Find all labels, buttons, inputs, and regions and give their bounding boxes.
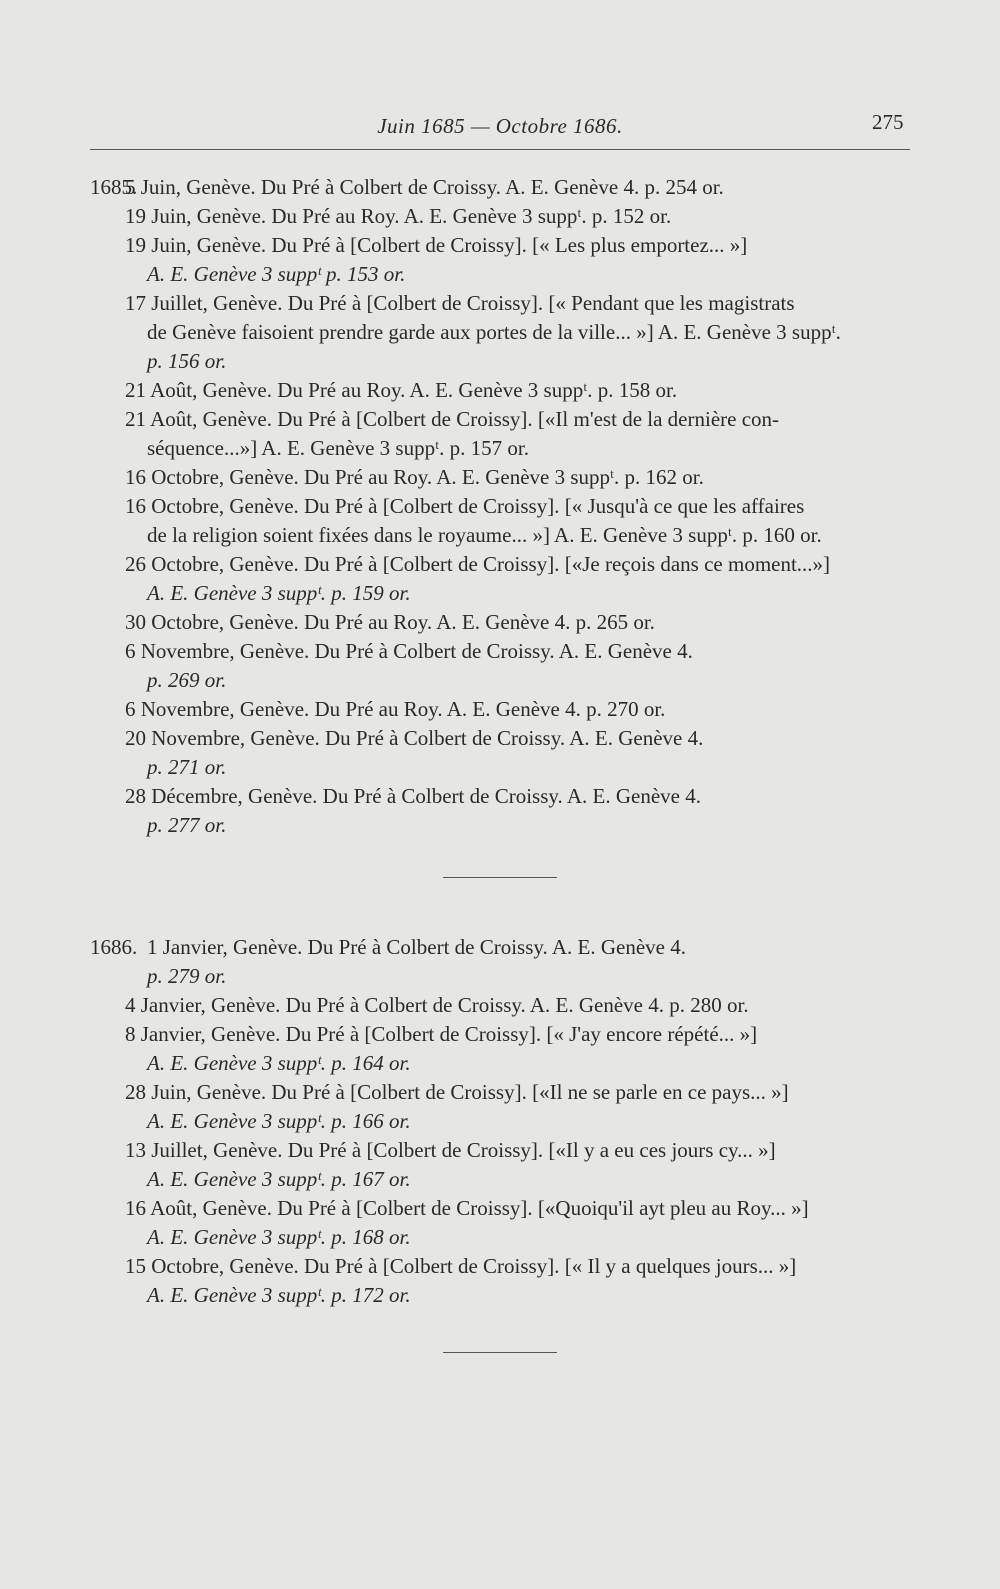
header-rule (90, 149, 910, 150)
entry-line (0, 230, 1000, 260)
entry-text: A. E. Genève 3 suppᵗ. p. 168 or. (147, 1225, 411, 1249)
year-label: 1686. (90, 935, 138, 959)
entry-line (0, 172, 1000, 202)
entry-line (0, 932, 1000, 962)
entry-text: 4 Janvier, Genève. Du Pré à Colbert de Croissy. A. E. Genève 4. p. 280 or. (125, 993, 749, 1017)
entry-text: A. E. Genève 3 suppᵗ. p. 164 or. (147, 1051, 411, 1075)
entry-text: A. E. Genève 3 suppᵗ. p. 166 or. (147, 1109, 411, 1133)
entry-line (0, 752, 1000, 782)
section-separator (443, 1352, 557, 1353)
entry-text: 6 Novembre, Genève. Du Pré au Roy. A. E. Genève 4. p. 270 or. (125, 697, 666, 721)
entry-text: 28 Décembre, Genève. Du Pré à Colbert de Croissy. A. E. Genève 4. (125, 784, 701, 808)
entry-line (0, 375, 1000, 405)
entry-text: p. 271 or. (147, 755, 227, 779)
entry-line (0, 288, 1000, 318)
entry-text: p. 277 or. (147, 813, 227, 837)
entry-line (0, 346, 1000, 376)
entry-line (0, 1251, 1000, 1281)
entry-line (0, 1135, 1000, 1165)
entry-line (0, 1048, 1000, 1078)
entry-line (0, 1193, 1000, 1223)
entry-line (0, 520, 1000, 550)
entry-line (0, 810, 1000, 840)
entry-text: 8 Janvier, Genève. Du Pré à [Colbert de Croissy]. [« J'ay encore répété... »] (125, 1022, 758, 1046)
section-separator (443, 877, 557, 878)
entry-text: 16 Octobre, Genève. Du Pré au Roy. A. E. Genève 3 suppᵗ. p. 162 or. (125, 465, 704, 489)
entry-text: de Genève faisoient prendre garde aux portes de la ville... »] A. E. Genève 3 suppᵗ. (147, 320, 841, 344)
entry-text: 16 Août, Genève. Du Pré à [Colbert de Croissy]. [«Quoiqu'il ayt pleu au Roy... »] (125, 1196, 809, 1220)
entry-text: séquence...»] A. E. Genève 3 suppᵗ. p. 157 or. (147, 436, 529, 460)
entry-text: 26 Octobre, Genève. Du Pré à [Colbert de Croissy]. [«Je reçois dans ce moment...»] (125, 552, 831, 576)
entry-line (0, 462, 1000, 492)
page-number: 275 (872, 110, 904, 134)
entry-text: 5 Juin, Genève. Du Pré à Colbert de Croissy. A. E. Genève 4. p. 254 or. (125, 175, 724, 199)
entry-line (0, 317, 1000, 347)
entry-text: p. 156 or. (147, 349, 227, 373)
entry-line (0, 636, 1000, 666)
entry-line (0, 694, 1000, 724)
entry-line (0, 259, 1000, 289)
entry-text: de la religion soient fixées dans le royaume... »] A. E. Genève 3 suppᵗ. p. 160 or. (147, 523, 822, 547)
entry-line (0, 404, 1000, 434)
entry-text: A. E. Genève 3 suppᵗ. p. 167 or. (147, 1167, 411, 1191)
entry-line (0, 578, 1000, 608)
entry-text: 13 Juillet, Genève. Du Pré à [Colbert de Croissy]. [«Il y a eu ces jours cy... »] (125, 1138, 776, 1162)
entry-text: A. E. Genève 3 suppᵗ. p. 172 or. (147, 1283, 411, 1307)
entry-line (0, 1077, 1000, 1107)
entry-line (0, 201, 1000, 231)
entry-line (0, 961, 1000, 991)
entry-line (0, 1019, 1000, 1049)
entry-line (0, 607, 1000, 637)
entry-text: p. 279 or. (147, 964, 227, 988)
entry-text: 19 Juin, Genève. Du Pré au Roy. A. E. Genève 3 suppᵗ. p. 152 or. (125, 204, 672, 228)
entry-text: 15 Octobre, Genève. Du Pré à [Colbert de Croissy]. [« Il y a quelques jours... »] (125, 1254, 797, 1278)
entry-text: p. 269 or. (147, 668, 227, 692)
entry-text: 30 Octobre, Genève. Du Pré au Roy. A. E. Genève 4. p. 265 or. (125, 610, 655, 634)
entry-line (0, 723, 1000, 753)
running-header: Juin 1685 — Octobre 1686. (377, 114, 623, 138)
entry-text: 6 Novembre, Genève. Du Pré à Colbert de Croissy. A. E. Genève 4. (125, 639, 693, 663)
entry-text: 17 Juillet, Genève. Du Pré à [Colbert de Croissy]. [« Pendant que les magistrats (125, 291, 795, 315)
entry-text: A. E. Genève 3 suppᵗ p. 153 or. (147, 262, 406, 286)
entry-text: 20 Novembre, Genève. Du Pré à Colbert de Croissy. A. E. Genève 4. (125, 726, 704, 750)
entry-line (0, 1106, 1000, 1136)
entry-line (0, 491, 1000, 521)
entry-line (0, 433, 1000, 463)
entry-text: 16 Octobre, Genève. Du Pré à [Colbert de Croissy]. [« Jusqu'à ce que les affaires (125, 494, 805, 518)
entry-text: 21 Août, Genève. Du Pré à [Colbert de Croissy]. [«Il m'est de la dernière con- (125, 407, 780, 431)
entry-line (0, 781, 1000, 811)
entry-line (0, 990, 1000, 1020)
entry-line (0, 665, 1000, 695)
entry-text: 21 Août, Genève. Du Pré au Roy. A. E. Genève 3 suppᵗ. p. 158 or. (125, 378, 678, 402)
year-label: 1685. (90, 175, 138, 199)
entry-line (0, 1164, 1000, 1194)
entry-text: 19 Juin, Genève. Du Pré à [Colbert de Croissy]. [« Les plus emportez... »] (125, 233, 748, 257)
entry-line (0, 1222, 1000, 1252)
entry-text: A. E. Genève 3 suppᵗ. p. 159 or. (147, 581, 411, 605)
entry-text: 1 Janvier, Genève. Du Pré à Colbert de Croissy. A. E. Genève 4. (147, 935, 686, 959)
entry-text: 28 Juin, Genève. Du Pré à [Colbert de Croissy]. [«Il ne se parle en ce pays... »] (125, 1080, 789, 1104)
entry-line (0, 549, 1000, 579)
entry-line (0, 1280, 1000, 1310)
